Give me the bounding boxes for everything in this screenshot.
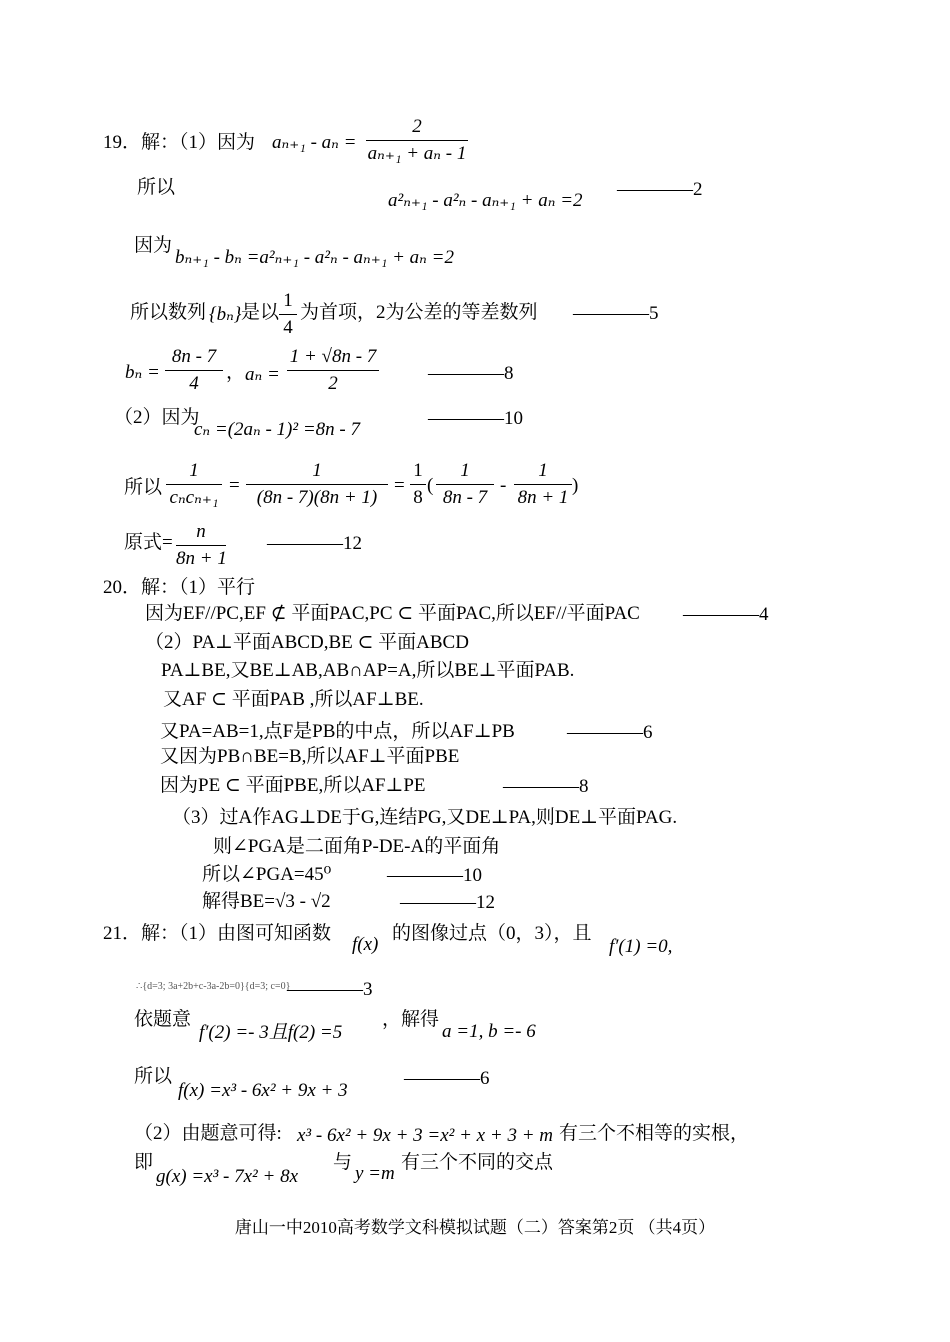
q21-l5-tail: 有三个不同的交点	[401, 1152, 554, 1173]
q19-l7-frac3	[410, 460, 426, 509]
q19-l4-den: 4	[283, 317, 293, 338]
q21-fx: f(x)	[352, 934, 379, 955]
q19-l4-frac	[279, 290, 297, 339]
q20-l3: PA⊥BE,又BE⊥AB,AB∩AP=A,所以BE⊥平面PAB.	[161, 660, 575, 681]
q21-l4-label: （2）由题意可得:	[134, 1123, 282, 1144]
q19-l8-frac	[176, 521, 226, 570]
q19-eq1-num: 2	[412, 116, 422, 137]
q19-l7-frac4	[436, 460, 494, 509]
q20-l8: （3）过A作AG⊥DE于G,连结PG,又DE⊥PA,则DE⊥平面PAG.	[172, 807, 678, 828]
fraction-bar	[176, 545, 226, 546]
q19-l6-eq: cₙ =(2aₙ - 1)² =8n - 7	[194, 419, 360, 440]
q19-l6-label: （2）因为	[114, 407, 200, 428]
q20-l4: 又AF ⊂ 平面PAB ,所以AF⊥BE.	[163, 689, 424, 710]
q19-eq1-frac	[366, 116, 468, 165]
q19-l7-frac1	[166, 460, 222, 509]
fraction-bar	[366, 140, 468, 141]
q19-l7-close: )	[572, 475, 579, 496]
fraction-bar	[279, 314, 297, 315]
q19-l7-f1-num: 1	[189, 460, 199, 481]
q21-small-mark: ————3	[287, 979, 373, 1000]
q19-l7-frac2	[246, 460, 388, 509]
q20-l11: 解得BE=√3 - √2	[202, 891, 331, 912]
q19-l2-eq: a²ₙ₊₁ - a²ₙ - aₙ₊₁ + aₙ =2	[388, 190, 583, 211]
q21-fprime: f′(1) =0,	[609, 936, 673, 957]
q19-l8-den: 8n + 1	[176, 548, 227, 569]
q19-l7-label: 所以	[124, 477, 163, 498]
q21-l3-label: 所以	[134, 1066, 173, 1087]
q19-l7-f4-num: 1	[460, 460, 470, 481]
q19-l7-f5-den: 8n + 1	[517, 487, 569, 508]
q20-l10: 所以∠PGA=45⁰	[202, 864, 332, 885]
q19-head: 19．解：（1）因为	[103, 132, 256, 153]
q19-eq1-lhs: aₙ₊₁ - aₙ =	[272, 132, 357, 153]
q20-l7-mark: ————8	[503, 776, 589, 797]
q21-l5-eq: g(x) =x³ - 7x² + 8x	[156, 1166, 298, 1187]
fraction-bar	[287, 370, 379, 371]
fraction-bar	[436, 484, 494, 485]
q19-l5-num2: 1 + √8n - 7	[289, 346, 377, 367]
q19-l4-mark: ————5	[573, 303, 659, 324]
q19-l2-mark: ————2	[617, 179, 703, 200]
q21-l2-sol: a =1, b =- 6	[442, 1021, 536, 1042]
q20-l2: （2）PA⊥平面ABCD,BE ⊂ 平面ABCD	[145, 632, 469, 653]
fraction-bar	[410, 484, 426, 485]
q21-l3-mark: ————6	[404, 1068, 490, 1089]
q21-l4-eq: x³ - 6x² + 9x + 3 =x² + x + 3 + m	[297, 1125, 553, 1146]
q19-eq1-den: aₙ₊₁ + aₙ - 1	[367, 143, 467, 164]
q19-l7-open: (	[427, 475, 434, 496]
fraction-bar	[166, 484, 222, 485]
q19-l7-frac5	[514, 460, 572, 509]
q21-l4-tail: 有三个不相等的实根，	[559, 1123, 750, 1144]
q19-l3-label: 因为	[134, 235, 173, 256]
q19-l5-frac2	[287, 346, 379, 395]
q19-l7-f4-den: 8n - 7	[442, 487, 488, 508]
q19-l5-den1: 4	[189, 373, 199, 394]
q21-head: 21．解：（1）由图可知函数	[103, 923, 332, 944]
page-footer: 唐山一中2010高考数学文科模拟试题（二）答案第2页 （共4页）	[234, 1218, 716, 1237]
q19-l7-f3-num: 1	[413, 460, 423, 481]
q21-l3-eq: f(x) =x³ - 6x² + 9x + 3	[178, 1080, 348, 1101]
q19-l7-f5-num: 1	[538, 460, 548, 481]
q19-l4-b: {bₙ}	[209, 304, 242, 325]
q19-l7-f1-den: cₙcₙ₊₁	[169, 487, 219, 508]
q20-l10-mark: ————10	[387, 865, 482, 886]
q19-l7-f2-den: (8n - 7)(8n + 1)	[256, 487, 378, 508]
q19-l7-minus: -	[500, 475, 507, 496]
q21-l2-label: 依题意	[134, 1009, 192, 1030]
q19-l7-f3-den: 8	[413, 487, 423, 508]
fraction-bar	[246, 484, 388, 485]
q19-l8-label: 原式=	[124, 532, 173, 553]
fraction-bar	[165, 370, 223, 371]
q19-l4-num: 1	[283, 290, 293, 311]
q20-l7: 因为PE ⊂ 平面PBE,所以AF⊥PE	[160, 775, 426, 796]
q21-head2: 的图像过点（0，3），且	[392, 923, 592, 944]
q21-l5-eq2: y =m	[355, 1163, 395, 1184]
q20-l5-mark: ————6	[567, 722, 653, 743]
q20-head: 20．解：（1）平行	[103, 577, 256, 598]
q20-l11-mark: ————12	[400, 892, 495, 913]
q19-l5-num1: 8n - 7	[171, 346, 217, 367]
q19-l2-label: 所以	[137, 177, 176, 198]
q19-l4-a: 所以数列	[130, 302, 207, 323]
q19-l3-eq: bₙ₊₁ - bₙ =a²ₙ₊₁ - a²ₙ - aₙ₊₁ + aₙ =2	[175, 247, 454, 268]
q20-l5: 又PA=AB=1,点F是PB的中点，所以AF⊥PB	[160, 721, 515, 742]
q19-l6-mark: ————10	[428, 408, 523, 429]
q21-l2-eq: f′(2) =- 3且f(2) =5	[199, 1022, 343, 1043]
q19-l5-den2: 2	[328, 373, 338, 394]
q20-l1: 因为EF//PC,EF ⊄ 平面PAC,PC ⊂ 平面PAC,所以EF//平面PAC	[145, 603, 640, 624]
q19-l7-f2-num: 1	[312, 460, 322, 481]
q19-l5-b: bₙ =	[125, 362, 160, 383]
q19-l7-eq: =	[229, 475, 240, 496]
q19-l5-comma: ，	[226, 362, 246, 383]
q20-l6: 又因为PB∩BE=B,所以AF⊥平面PBE	[160, 746, 460, 767]
q21-l5-label: 即	[134, 1152, 154, 1173]
q19-l4-c: 是以	[241, 302, 280, 323]
q20-l1-mark: ————4	[683, 604, 769, 625]
q21-l2-mid: ，解得	[382, 1009, 440, 1030]
q21-small-system: ∴{d=3; 3a+2b+c-3a-2b=0}{d=3; c=0}	[136, 981, 291, 992]
q19-l5-a: aₙ =	[245, 364, 280, 385]
q20-l9: 则∠PGA是二面角P-DE-A的平面角	[213, 836, 501, 857]
q19-l8-num: n	[196, 521, 206, 542]
fraction-bar	[514, 484, 572, 485]
q19-l8-mark: ————12	[267, 533, 362, 554]
q19-l5-mark: ————8	[428, 363, 514, 384]
q19-l4-d: 为首项，2为公差的等差数列	[300, 302, 538, 323]
q19-l7-eq2: =	[394, 475, 405, 496]
q19-l5-frac1	[165, 346, 223, 395]
q21-l5-mid: 与	[333, 1152, 353, 1173]
